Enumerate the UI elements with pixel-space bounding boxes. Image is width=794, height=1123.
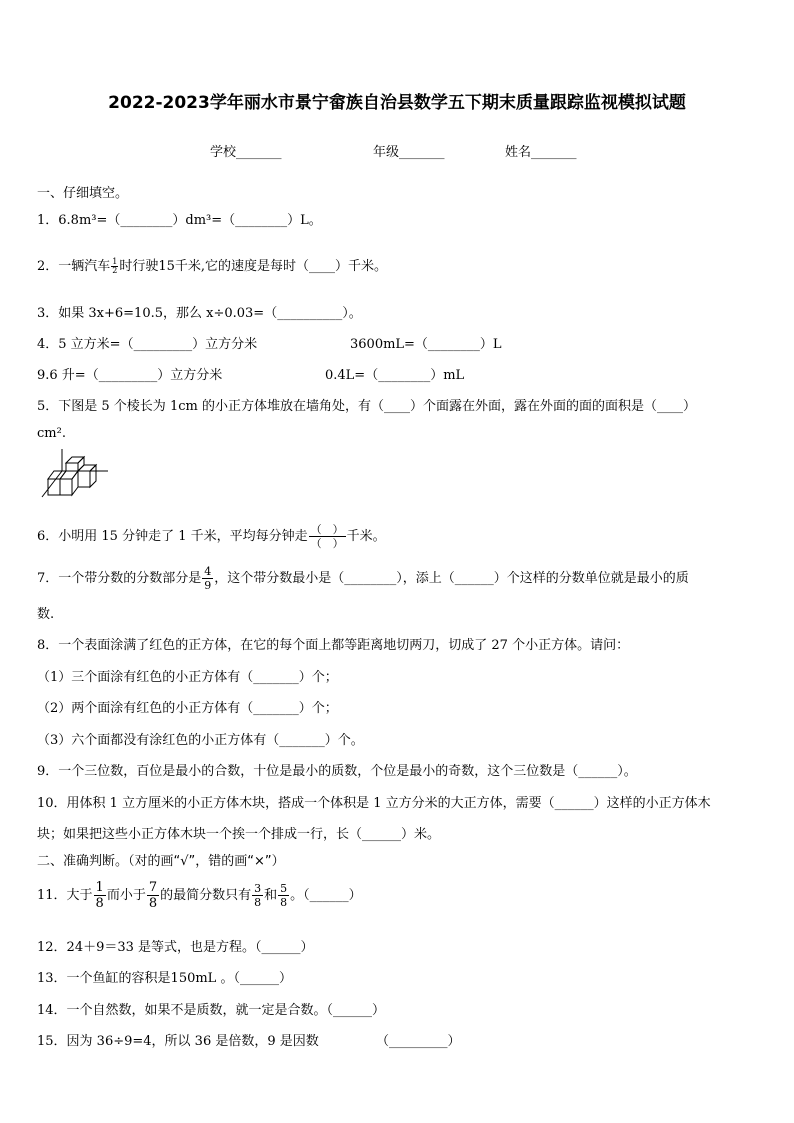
q6-text-pre: 6．小明用 15 分钟走了 1 千米，平均每分钟走 [37, 529, 308, 544]
q11-fraction-4 [278, 883, 289, 908]
q11-frac2-denominator: 8 [148, 896, 158, 911]
q11-frac1-denominator: 8 [95, 896, 104, 911]
question-5-line1: 5．下图是 5 个棱长为 1cm 的小正方体堆放在墙角处，有（____）个面露在外面，露在外面的面的面积是（____） [37, 399, 696, 414]
q11-text-4: 和 [264, 888, 278, 903]
q7-frac-denominator: 9 [204, 579, 212, 592]
q11-frac1-numerator: 1 [95, 880, 104, 895]
q11-fraction-3 [252, 883, 263, 908]
question-5-line2: cm². [37, 426, 66, 441]
name-field: 姓名_______ [505, 145, 577, 160]
school-field: 学校_______ [210, 145, 282, 160]
q11-text-3: 的最简分数只有 [160, 888, 252, 903]
question-8-sub3: （3）六个面都没有涂红色的小正方体有（_______）个。 [37, 733, 364, 748]
q6-frac-numerator: （ ） [310, 523, 344, 536]
q11-fraction-1 [94, 881, 106, 910]
question-8-sub1: （1）三个面涂有红色的小正方体有（_______）个； [37, 670, 338, 685]
grade-field: 年级_______ [373, 145, 445, 160]
question-6 [37, 524, 386, 549]
question-12: 12．24＋9＝33 是等式，也是方程。（______） [37, 940, 314, 955]
question-4d: 0.4L=（________）mL [325, 368, 465, 383]
q7-text-post: ，这个带分数最小是（________），添上（______）个这样的分数单位就是最小的质 [214, 571, 689, 586]
q2-fraction [111, 258, 118, 275]
question-7-line1 [37, 566, 689, 591]
q7-text-pre: 7．一个带分数的分数部分是 [37, 571, 202, 586]
q6-text-post: 千米。 [346, 529, 386, 544]
stacked-cubes-figure [40, 449, 112, 501]
q7-fraction [202, 566, 213, 591]
question-10-line1: 10．用体积 1 立方厘米的小正方体木块，搭成一个体积是 1 立方分米的大正方体，需要（______）这样的小正方体木 [37, 796, 711, 811]
q11-frac4-denominator: 8 [280, 896, 288, 909]
q7-frac-numerator: 4 [204, 565, 212, 578]
question-9: 9．一个三位数，百位是最小的合数，十位是最小的质数，个位是最小的奇数，这个三位数是（______）。 [37, 764, 637, 779]
q2-text-pre: 2．一辆汽车 [37, 259, 111, 274]
q2-text-post: 时行驶15千米,它的速度是每时（____）千米。 [119, 259, 388, 274]
q11-frac4-numerator: 5 [280, 882, 288, 895]
q11-fraction-2 [147, 881, 159, 910]
question-4c: 9.6 升=（_________）立方分米 [37, 368, 223, 383]
q6-frac-denominator: （ ） [310, 537, 344, 550]
q11-text-5: 。（______） [290, 888, 362, 903]
q11-frac3-denominator: 8 [254, 896, 262, 909]
q6-fraction [309, 524, 346, 549]
q11-text-1: 11．大于 [37, 888, 93, 903]
question-13: 13．一个鱼缸的容积是150mL 。（______） [37, 971, 292, 986]
q11-frac2-numerator: 7 [148, 880, 158, 895]
q11-text-2: 而小于 [106, 888, 146, 903]
question-7-line2: 数. [37, 607, 55, 622]
q11-frac3-numerator: 3 [254, 882, 262, 895]
question-4a: 4．5 立方米=（_________）立方分米 [37, 337, 258, 352]
section-heading-judge: 二、准确判断。（对的画“√”，错的画“×”） [37, 854, 285, 869]
question-10-line2: 块；如果把这些小正方体木块一个挨一个排成一行，长（______）米。 [37, 827, 441, 842]
question-15: 15．因为 36÷9=4，所以 36 是倍数，9 是因数 [37, 1034, 319, 1049]
section-heading-fill-blank: 一、仔细填空。 [37, 186, 129, 201]
wall-edge-diagonal [42, 471, 62, 497]
page-title: 2022-2023学年丽水市景宁畲族自治县数学五下期末质量跟踪监视模拟试题 [108, 93, 686, 113]
question-15-answer-blank: （_________） [376, 1034, 461, 1049]
question-2 [37, 255, 387, 275]
question-14: 14．一个自然数，如果不是质数，就一定是合数。（______） [37, 1003, 386, 1018]
question-1: 1．6.8m³=（________）dm³=（________）L。 [37, 213, 322, 228]
q2-frac-numerator: 1 [112, 257, 118, 266]
question-4b: 3600mL=（________）L [350, 337, 502, 352]
question-8-sub2: （2）两个面涂有红色的小正方体有（_______）个； [37, 701, 338, 716]
question-11 [37, 881, 362, 910]
question-8: 8．一个表面涂满了红色的正方体，在它的每个面上都等距离地切两刀，切成了 27 个小正方体。请问： [37, 638, 630, 653]
question-3: 3．如果 3x+6=10.5，那么 x÷0.03=（__________）。 [37, 306, 362, 321]
q2-frac-denominator: 2 [112, 266, 118, 275]
